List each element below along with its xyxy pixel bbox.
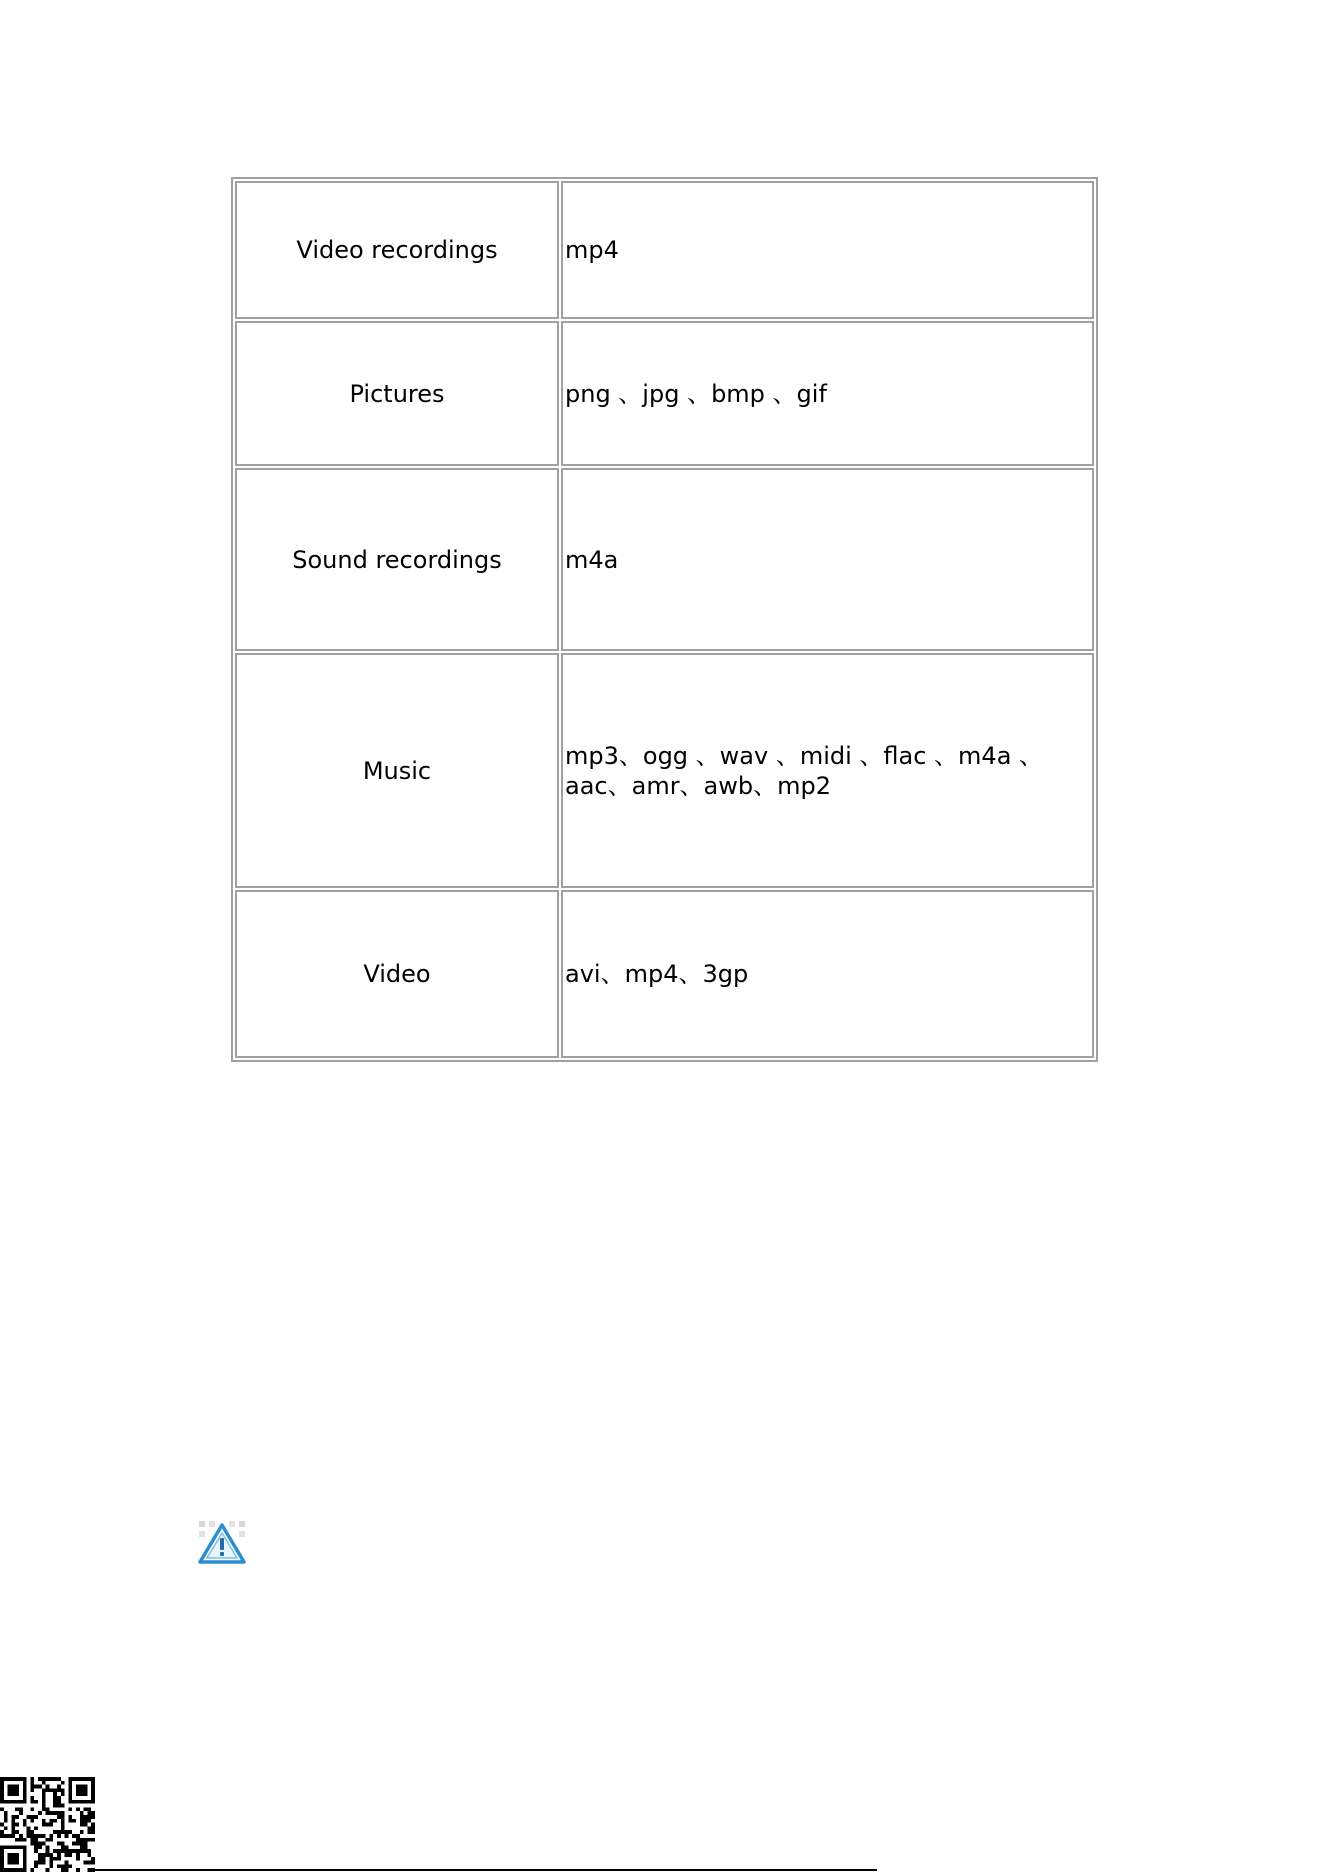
format-list-cell: png 、jpg 、bmp 、gif: [561, 321, 1094, 466]
table-row: [235, 321, 1094, 466]
file-type-cell: Video: [235, 890, 559, 1058]
qr-code: [0, 1777, 95, 1872]
footer-divider: [95, 1869, 877, 1871]
table-row: [235, 468, 1094, 651]
format-list-cell: m4a: [561, 468, 1094, 651]
format-list-cell: mp3、ogg 、wav 、midi 、flac 、m4a 、aac、amr、awb、mp2: [561, 653, 1094, 888]
file-format-table: [231, 177, 1098, 1062]
warning-triangle-icon: [197, 1520, 247, 1566]
table-row: [235, 181, 1094, 319]
file-type-cell: Pictures: [235, 321, 559, 466]
file-type-cell: Video recordings: [235, 181, 559, 319]
format-list-cell: avi、mp4、3gp: [561, 890, 1094, 1058]
file-type-cell: Sound recordings: [235, 468, 559, 651]
format-list-cell: mp4: [561, 181, 1094, 319]
table-row: [235, 653, 1094, 888]
file-type-cell: Music: [235, 653, 559, 888]
table-row: [235, 890, 1094, 1058]
